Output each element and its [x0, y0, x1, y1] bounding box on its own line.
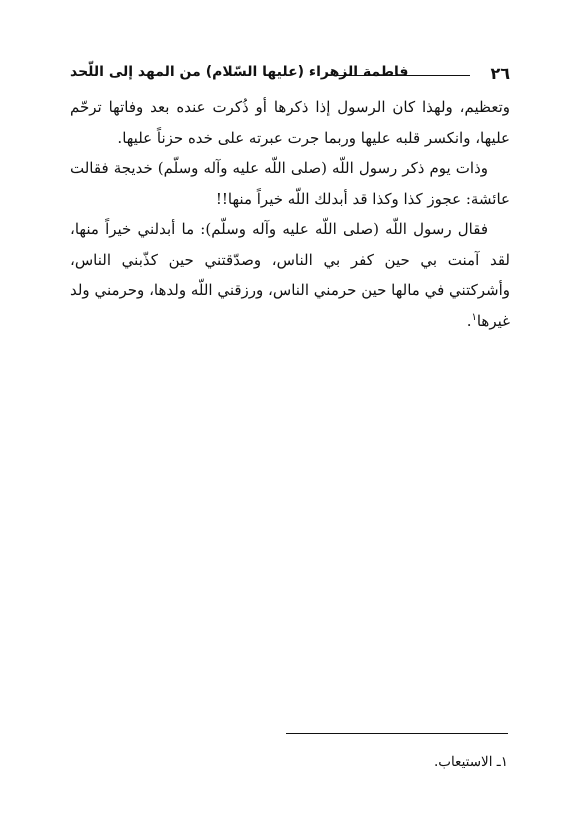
- paragraph-1: وتعظيم، ولهذا كان الرسول إذا ذكرها أو ذُكرت عنده بعد وفاتها ترحّم عليها، وانكسر قلبه عليها وربما جرت عبرته على خده حزناً عليها.: [70, 98, 510, 147]
- footnote: ١ـ الاستيعاب.: [433, 754, 508, 770]
- paragraph-3-text: فقال رسول اللّه (صلى اللّه عليه وآله وسلّم): ما أبدلني خيراً منها، لقد آمنت بي حين كفر بي الناس، وصدّقتني حين كذّبني الناس، وأشركتني في مالها حين حرمني الناس، ورزقني اللّه ولدها، وحرمني ولد غيرها: [69, 220, 510, 330]
- footnote-reference: ١: [471, 311, 477, 323]
- main-text: [70, 92, 510, 336]
- footnote-rule: [286, 733, 508, 734]
- paragraph-2: وذات يوم ذكر رسول اللّه (صلى اللّه عليه وآله وسلّم) خديجة فقالت عائشة: عجوز كذا وكذا قد أبدلك اللّه خيراً منها!!: [70, 159, 510, 208]
- running-title: فاطمة الزهراء (عليها السّلام) من المهد إلى اللّحد: [70, 64, 409, 80]
- page-header: [70, 62, 510, 88]
- paragraph-3: فقال رسول اللّه (صلى اللّه عليه وآله وسلّم): ما أبدلني خيراً منها، لقد آمنت بي حين كفر بي الناس، وصدّقتني حين كذّبني الناس، وأشركتني في مالها حين حرمني الناس، ورزقني اللّه ولدها، وحرمني ولد غيرها$^١$.: [69, 220, 510, 330]
- page-number: ٢٦: [490, 64, 510, 83]
